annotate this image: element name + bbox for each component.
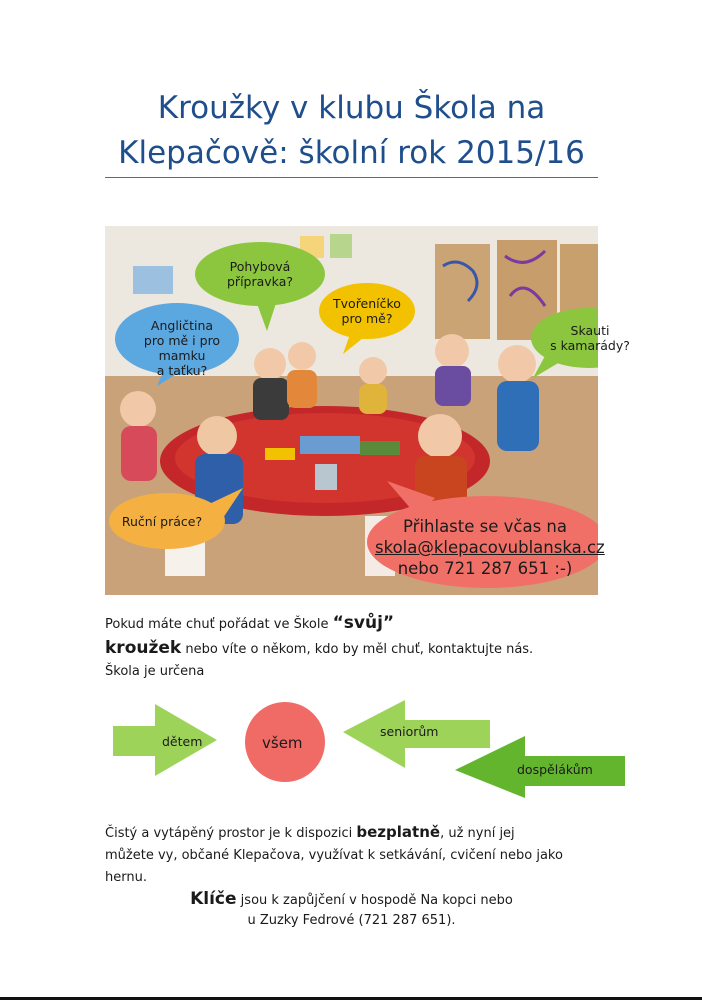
contact-email-link[interactable]: skola@klepacovublanska.cz [375, 538, 605, 557]
arrow-label-detem: dětem [162, 734, 203, 749]
intro-line-1 [105, 613, 394, 633]
bubble-anglictina-line1: Angličtina [150, 318, 214, 333]
space-bezplatne: bezplatně [356, 823, 441, 841]
space-text-1: Čistý a vytápěný prostor je k dispozici [105, 826, 357, 841]
contact-line1: Přihlaste se včas na [403, 517, 567, 536]
bubble-contact [375, 516, 605, 579]
space-line-3: hernu. [105, 870, 147, 885]
bubble-anglictina-line2: pro mě i pro mamku [143, 333, 221, 363]
bubble-anglictina-line3: a taťku? [156, 363, 208, 378]
bubble-pohybova-line2: přípravka? [227, 274, 293, 289]
space-text-2: , už nyní jej [440, 826, 515, 841]
arrow-label-seniorum: seniorům [380, 724, 439, 739]
space-line-1 [105, 823, 515, 841]
page-title [105, 86, 598, 176]
bubble-tvorenicko-line1: Tvořeníčko [333, 296, 401, 311]
bubble-tvorenicko-line2: pro mě? [341, 311, 393, 326]
bubble-skauti-line1: Skauti [570, 323, 610, 338]
title-line-2: Klepačově: školní rok 2015/16 [118, 135, 585, 171]
bubble-rucni-prace: Ruční práce? [121, 514, 203, 529]
intro-line-3: Škola je určena [105, 664, 205, 679]
bubble-skauti-line2: s kamarády? [550, 338, 630, 353]
bubble-tvorenicko [327, 296, 407, 326]
contact-line3: nebo 721 287 651 :-) [397, 559, 573, 578]
intro-line-2 [105, 638, 533, 658]
bubble-anglictina [127, 318, 237, 378]
intro-text-1: Pokud máte chuť pořádat ve Škole [105, 617, 333, 632]
bubble-pohybova [210, 259, 310, 289]
bubble-skauti [545, 323, 635, 353]
audience-diagram [105, 698, 635, 798]
space-line-2: můžete vy, občané Klepačova, využívat k setkávání, cvičení nebo jako [105, 848, 563, 863]
intro-text-2: nebo víte o někom, kdo by měl chuť, kontaktujte nás. [181, 642, 534, 657]
bubble-pohybova-line1: Pohybová [229, 259, 291, 274]
title-line-1: Kroužky v klubu Škola na [157, 90, 546, 126]
keys-klice: Klíče [190, 889, 237, 909]
arrow-label-dospelakum: dospělákům [517, 762, 593, 777]
intro-svuj: “svůj” [332, 613, 395, 633]
keys-line-1 [105, 889, 598, 909]
keys-text-1: jsou k zapůjčení v hospodě Na kopci nebo [236, 893, 513, 908]
circle-label-vsem: všem [262, 734, 303, 752]
intro-krouzek: kroužek [105, 638, 182, 658]
title-divider [105, 177, 598, 178]
keys-line-2: u Zuzky Fedrové (721 287 651). [247, 913, 456, 928]
